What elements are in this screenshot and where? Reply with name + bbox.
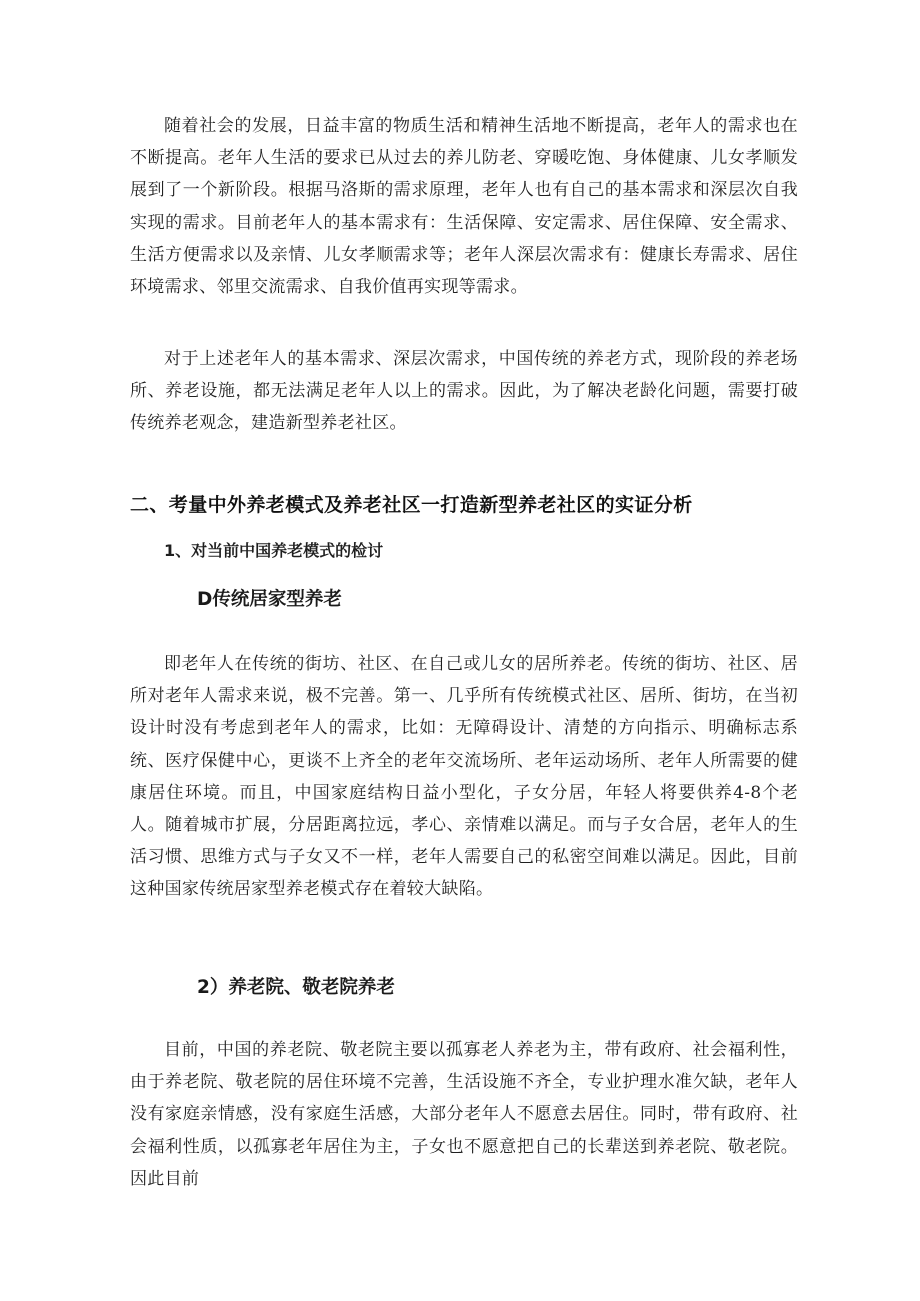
body-paragraph: 目前，中国的养老院、敬老院主要以孤寡老人养老为主，带有政府、社会福利性，由于养老院、敬老院的居住环境不完善，生活设施不齐全，专业护理水准欠缺，老年人没有家庭亲情感，没有家庭生活感，大部分老年人不愿意去居住。同时，带有政府、社会福利性质，以孤寡老年居住为主，子女也不愿意把自己的长辈送到养老院、敬老院。因此目前 <box>130 1040 798 1189</box>
body-paragraph: 对于上述老年人的基本需求、深层次需求，中国传统的养老方式，现阶段的养老场所、养老设施，都无法满足老年人以上的需求。因此，为了解决老龄化问题，需要打破传统养老观念，建造新型养老社区。 <box>130 349 798 434</box>
subsection-heading: 1、对当前中国养老模式的检讨 <box>164 541 384 560</box>
item-heading: 2）养老院、敬老院养老 <box>197 977 395 998</box>
body-paragraph: 随着社会的发展，日益丰富的物质生活和精神生活地不断提高，老年人的需求也在不断提高。老年人生活的要求已从过去的养儿防老、穿暖吃饱、身体健康、儿女孝顺发展到了一个新阶段。根据马洛斯的需求原理，老年人也有自己的基本需求和深层次自我实现的需求。目前老年人的基本需求有：生活保障、安定需求、居住保障、安全需求、生活方便需求以及亲情、儿女孝顺需求等；老年人深层次需求有：健康长寿需求、居住环境需求、邻里交流需求、自我价值再实现等需求。 <box>130 116 798 298</box>
body-paragraph: 即老年人在传统的街坊、社区、在自己或儿女的居所养老。传统的街坊、社区、居所对老年人需求来说，极不完善。第一、几乎所有传统模式社区、居所、街坊，在当初设计时没有考虑到老年人的需求，比如：无障碍设计、清楚的方向指示、明确标志系统、医疗保健中心，更谈不上齐全的老年交流场所、老年运动场所、老年人所需要的健康居住环境。而且，中国家庭结构日益小型化，子女分居，年轻人将要供养4-8个老人。随着城市扩展，分居距离拉远，孝心、亲情难以满足。而与子女合居，老年人的生活习惯、思维方式与子女又不一样，老年人需要自己的私密空间难以满足。因此，目前这种国家传统居家型养老模式存在着较大缺陷。 <box>130 654 798 900</box>
item-heading: D传统居家型养老 <box>197 589 342 610</box>
section-heading: 二、考量中外养老模式及养老社区一打造新型养老社区的实证分析 <box>130 494 693 516</box>
